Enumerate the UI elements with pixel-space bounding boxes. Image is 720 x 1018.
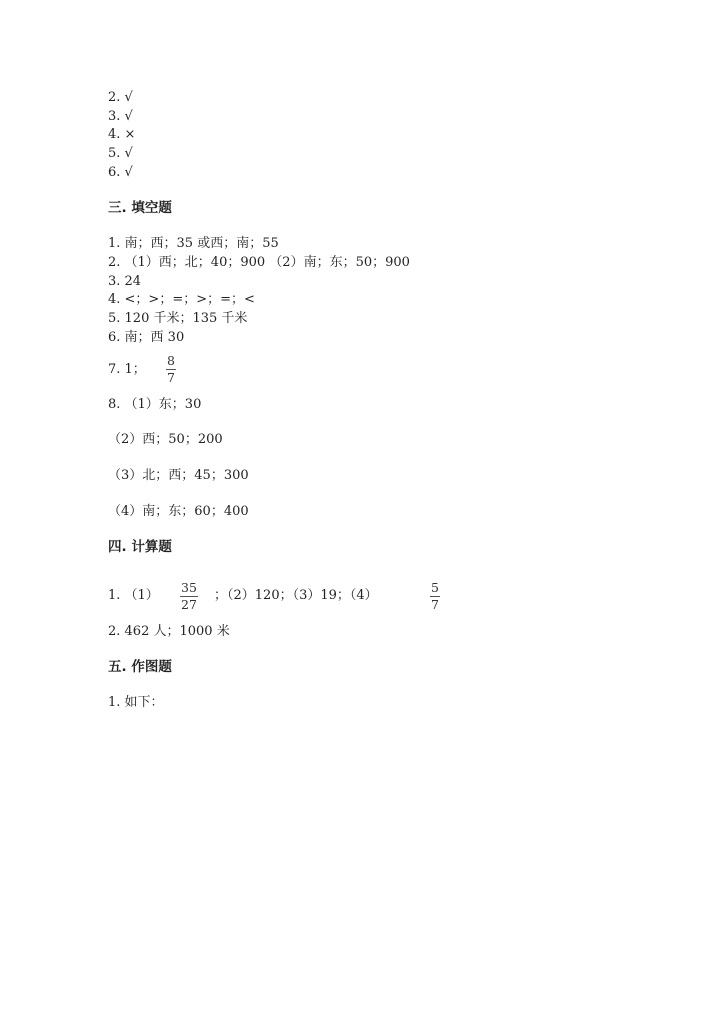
judgement-item-2 bbox=[108, 90, 133, 106]
item-number: 2. bbox=[108, 90, 121, 105]
fill-item-1: 1. 南；西；35 或西；南；55 bbox=[108, 236, 279, 251]
fraction-numerator: 5 bbox=[431, 580, 439, 595]
calc-item-1-prefix: 1. （1） bbox=[108, 588, 159, 603]
fill-item-8-4: （4）南；东；60；400 bbox=[108, 504, 249, 519]
section-4-title: 四. 计算题 bbox=[108, 539, 172, 555]
fraction-8-7 bbox=[166, 354, 176, 385]
judgement-item-5 bbox=[108, 146, 133, 162]
item-number: 3. bbox=[108, 109, 121, 124]
fill-item-6: 6. 南；西 30 bbox=[108, 330, 185, 345]
fraction-denominator: 7 bbox=[167, 370, 175, 385]
fill-item-5: 5. 120 千米；135 千米 bbox=[108, 311, 248, 326]
judgement-item-3 bbox=[108, 109, 133, 125]
fraction-denominator: 27 bbox=[181, 597, 197, 612]
judgement-item-6 bbox=[108, 165, 133, 181]
fraction-35-27 bbox=[180, 581, 198, 612]
fraction-numerator: 8 bbox=[167, 353, 175, 368]
calc-item-2: 2. 462 人；1000 米 bbox=[108, 624, 230, 639]
check-mark: √ bbox=[124, 165, 133, 180]
calc-item-1-middle: ；（2）120；（3）19；（4） bbox=[214, 588, 378, 603]
fill-item-7-prefix: 7. 1； bbox=[108, 362, 146, 377]
item-number: 4. bbox=[108, 127, 121, 142]
fraction-5-7 bbox=[430, 581, 440, 612]
check-mark: √ bbox=[124, 90, 133, 105]
judgement-item-4 bbox=[108, 127, 135, 143]
fill-item-2: 2. （1）西；北；40；900 （2）南；东；50；900 bbox=[108, 255, 410, 270]
item-number: 6. bbox=[108, 165, 121, 180]
check-mark: √ bbox=[124, 146, 133, 161]
fill-item-3: 3. 24 bbox=[108, 274, 142, 289]
check-mark: √ bbox=[124, 109, 133, 124]
section-3-title: 三. 填空题 bbox=[108, 200, 172, 216]
fill-item-8-3: （3）北；西；45；300 bbox=[108, 468, 249, 483]
section-5-title: 五. 作图题 bbox=[108, 659, 172, 675]
fraction-denominator: 7 bbox=[431, 597, 439, 612]
fill-item-8-1: 8. （1）东；30 bbox=[108, 397, 202, 412]
fill-item-8-2: （2）西；50；200 bbox=[108, 432, 223, 447]
fraction-numerator: 35 bbox=[181, 580, 197, 595]
drawing-item-1: 1. 如下： bbox=[108, 695, 164, 710]
fill-item-4: 4. <；>；=；>；=；< bbox=[108, 292, 255, 307]
cross-mark: × bbox=[124, 127, 136, 142]
item-number: 5. bbox=[108, 146, 121, 161]
